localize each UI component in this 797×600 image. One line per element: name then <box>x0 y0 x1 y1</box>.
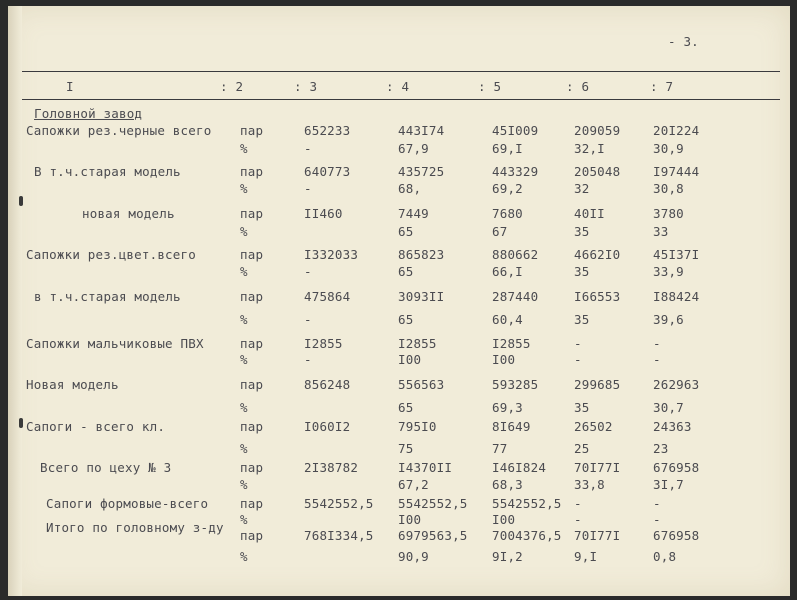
col5-cell: I46I824 <box>492 460 547 475</box>
col7-cell: 45I37I <box>653 247 700 262</box>
header-col-6: : 6 <box>566 79 590 94</box>
col7-cell: 33,9 <box>653 264 684 279</box>
unit-cell: пар <box>240 206 264 221</box>
header-bottom-rule <box>22 99 780 100</box>
col4-cell: 7449 <box>398 206 429 221</box>
unit-cell: % <box>240 312 248 327</box>
unit-cell: % <box>240 477 248 492</box>
col3-cell: II460 <box>304 206 343 221</box>
col4-cell: 795I0 <box>398 419 437 434</box>
col5-cell: 67 <box>492 224 508 239</box>
col6-cell: 70I77I <box>574 528 621 543</box>
col3-cell: - <box>304 352 312 367</box>
col6-cell: 25 <box>574 441 590 456</box>
col5-cell: I2855 <box>492 336 531 351</box>
col5-cell: 60,4 <box>492 312 523 327</box>
col3-cell: 475864 <box>304 289 351 304</box>
unit-cell: % <box>240 352 248 367</box>
col3-cell: - <box>304 312 312 327</box>
col6-cell: 35 <box>574 400 590 415</box>
page-binding-shadow <box>8 6 22 596</box>
col6-cell: I66553 <box>574 289 621 304</box>
col4-cell: 65 <box>398 264 414 279</box>
header-col-3: : 3 <box>294 79 318 94</box>
unit-cell: % <box>240 181 248 196</box>
header-top-rule <box>22 71 780 72</box>
col5-cell: 593285 <box>492 377 539 392</box>
col7-cell: 30,8 <box>653 181 684 196</box>
col5-cell: 9I,2 <box>492 549 523 564</box>
row-label: Сапоги - всего кл. <box>26 419 166 434</box>
unit-cell: % <box>240 264 248 279</box>
col3-cell: 5542552,5 <box>304 496 374 511</box>
col3-cell: 652233 <box>304 123 351 138</box>
col4-cell: 75 <box>398 441 414 456</box>
col4-cell: 3093II <box>398 289 445 304</box>
col3-cell: 2I38782 <box>304 460 359 475</box>
col6-cell: - <box>574 336 582 351</box>
col4-cell: 68, <box>398 181 422 196</box>
col5-cell: 77 <box>492 441 508 456</box>
col5-cell: 287440 <box>492 289 539 304</box>
row-label: Сапожки мальчиковые ПВХ <box>26 336 204 351</box>
col4-cell: I00 <box>398 512 422 527</box>
unit-cell: пар <box>240 460 264 475</box>
col6-cell: 299685 <box>574 377 621 392</box>
col7-cell: I97444 <box>653 164 700 179</box>
col5-cell: 68,3 <box>492 477 523 492</box>
unit-cell: пар <box>240 164 264 179</box>
col6-cell: 70I77I <box>574 460 621 475</box>
col5-cell: I00 <box>492 512 516 527</box>
col7-cell: 23 <box>653 441 669 456</box>
header-col-1: I <box>66 79 74 94</box>
unit-cell: % <box>240 512 248 527</box>
col4-cell: 90,9 <box>398 549 429 564</box>
row-label: В т.ч.старая модель <box>34 164 181 179</box>
row-label: Итого по головному з-ду <box>46 520 224 535</box>
col6-cell: 33,8 <box>574 477 605 492</box>
binding-hole <box>19 196 23 206</box>
unit-cell: % <box>240 141 248 156</box>
col7-cell: 0,8 <box>653 549 677 564</box>
binding-hole <box>19 418 23 428</box>
col7-cell: 3I,7 <box>653 477 684 492</box>
unit-cell: % <box>240 441 248 456</box>
header-col-7: : 7 <box>650 79 674 94</box>
col5-cell: 7680 <box>492 206 523 221</box>
col4-cell: 65 <box>398 400 414 415</box>
page-number: - 3. <box>668 34 699 49</box>
col6-cell: 35 <box>574 312 590 327</box>
unit-cell: пар <box>240 377 264 392</box>
unit-cell: % <box>240 400 248 415</box>
col6-cell: 9,I <box>574 549 598 564</box>
col3-cell: 856248 <box>304 377 351 392</box>
row-label: новая модель <box>82 206 175 221</box>
row-label: Сапожки рез.черные всего <box>26 123 212 138</box>
unit-cell: % <box>240 549 248 564</box>
col6-cell: 35 <box>574 224 590 239</box>
col6-cell: 32,I <box>574 141 605 156</box>
col7-cell: 676958 <box>653 460 700 475</box>
col5-cell: 66,I <box>492 264 523 279</box>
col6-cell: 40II <box>574 206 605 221</box>
col6-cell: 205048 <box>574 164 621 179</box>
row-label: Новая модель <box>26 377 119 392</box>
col3-cell: 768I334,5 <box>304 528 374 543</box>
unit-cell: пар <box>240 419 264 434</box>
col7-cell: 30,7 <box>653 400 684 415</box>
col4-cell: 67,2 <box>398 477 429 492</box>
col4-cell: I2855 <box>398 336 437 351</box>
col6-cell: 35 <box>574 264 590 279</box>
col4-cell: 865823 <box>398 247 445 262</box>
header-col-4: : 4 <box>386 79 410 94</box>
col6-cell: 4662I0 <box>574 247 621 262</box>
col3-cell: I2855 <box>304 336 343 351</box>
col6-cell: 26502 <box>574 419 613 434</box>
col3-cell: - <box>304 181 312 196</box>
col7-cell: - <box>653 496 661 511</box>
col7-cell: - <box>653 512 661 527</box>
unit-cell: пар <box>240 289 264 304</box>
col7-cell: 20I224 <box>653 123 700 138</box>
col5-cell: 443329 <box>492 164 539 179</box>
col3-cell: - <box>304 141 312 156</box>
col3-cell: 640773 <box>304 164 351 179</box>
col7-cell: 3780 <box>653 206 684 221</box>
col5-cell: 5542552,5 <box>492 496 562 511</box>
col4-cell: 6979563,5 <box>398 528 468 543</box>
col4-cell: 65 <box>398 312 414 327</box>
col5-cell: 45I009 <box>492 123 539 138</box>
unit-cell: пар <box>240 123 264 138</box>
col7-cell: I88424 <box>653 289 700 304</box>
col4-cell: 556563 <box>398 377 445 392</box>
col5-cell: 8I649 <box>492 419 531 434</box>
col4-cell: I4370II <box>398 460 453 475</box>
col5-cell: 69,I <box>492 141 523 156</box>
col3-cell: - <box>304 264 312 279</box>
unit-cell: пар <box>240 247 264 262</box>
col7-cell: 39,6 <box>653 312 684 327</box>
col7-cell: 24363 <box>653 419 692 434</box>
col7-cell: 676958 <box>653 528 700 543</box>
document-page <box>8 6 790 596</box>
col5-cell: 69,2 <box>492 181 523 196</box>
col7-cell: - <box>653 336 661 351</box>
col7-cell: 33 <box>653 224 669 239</box>
row-label: Сапоги формовые-всего <box>46 496 209 511</box>
unit-cell: % <box>240 224 248 239</box>
unit-cell: пар <box>240 336 264 351</box>
col7-cell: 30,9 <box>653 141 684 156</box>
col6-cell: 32 <box>574 181 590 196</box>
section-title: Головной завод <box>34 106 143 121</box>
col7-cell: 262963 <box>653 377 700 392</box>
col6-cell: - <box>574 496 582 511</box>
row-label: в т.ч.старая модель <box>34 289 181 304</box>
col5-cell: 7004376,5 <box>492 528 562 543</box>
col4-cell: 435725 <box>398 164 445 179</box>
col7-cell: - <box>653 352 661 367</box>
col5-cell: 69,3 <box>492 400 523 415</box>
col4-cell: 65 <box>398 224 414 239</box>
unit-cell: пар <box>240 528 264 543</box>
col4-cell: 67,9 <box>398 141 429 156</box>
col5-cell: 880662 <box>492 247 539 262</box>
col5-cell: I00 <box>492 352 516 367</box>
header-col-2: : 2 <box>220 79 244 94</box>
col6-cell: - <box>574 512 582 527</box>
col4-cell: 5542552,5 <box>398 496 468 511</box>
row-label: Сапожки рез.цвет.всего <box>26 247 196 262</box>
col4-cell: 443I74 <box>398 123 445 138</box>
col6-cell: 209059 <box>574 123 621 138</box>
header-col-5: : 5 <box>478 79 502 94</box>
row-label: Всего по цеху № 3 <box>40 460 172 475</box>
col6-cell: - <box>574 352 582 367</box>
col4-cell: I00 <box>398 352 422 367</box>
unit-cell: пар <box>240 496 264 511</box>
col3-cell: I332033 <box>304 247 359 262</box>
col3-cell: I060I2 <box>304 419 351 434</box>
